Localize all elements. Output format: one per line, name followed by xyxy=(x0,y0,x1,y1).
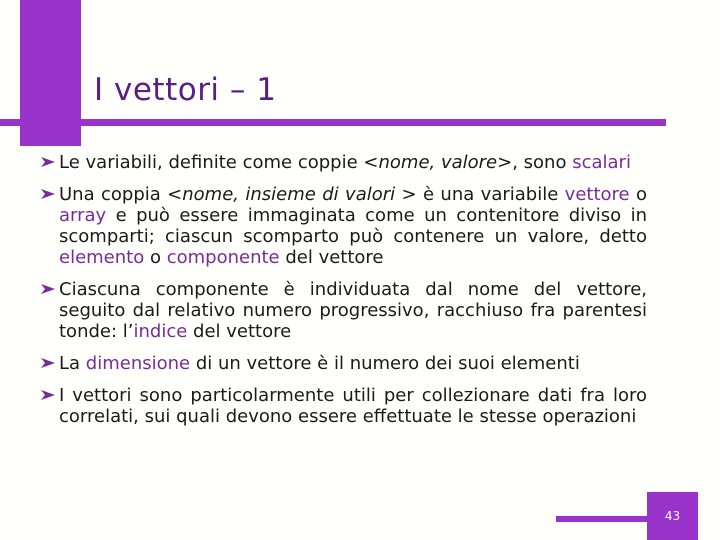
slide-title: I vettori – 1 xyxy=(94,72,277,108)
bullet-list xyxy=(40,152,647,438)
bullet-text: I vettori sono particolarmente utili per collezionare dati fra loro correlati, sui quali devono essere effettuate le stesse operazioni xyxy=(59,385,647,427)
arrow-bullet-icon xyxy=(40,154,56,170)
bullet-text: e può essere immaginata come un contenitore diviso in scomparti; ciascun scomparto può contenere un valore, detto xyxy=(59,205,647,247)
bullet-text: di un vettore è il numero dei suoi elementi xyxy=(190,353,580,374)
bullet-item xyxy=(40,353,647,374)
arrow-bullet-icon xyxy=(40,281,56,297)
bullet-text: > è una variabile xyxy=(395,184,565,205)
bullet-text: Ciascuna componente è individuata dal nome del vettore, seguito dal relativo numero progressivo, racchiuso fra parentesi tonde: l’ xyxy=(59,279,647,342)
highlighted-term: vettore xyxy=(564,184,630,205)
highlighted-term: elemento xyxy=(59,247,145,268)
bullet-text: o xyxy=(629,184,648,205)
footer-accent-line xyxy=(556,516,647,522)
bullet-text: del vettore xyxy=(187,321,292,342)
highlighted-term: scalari xyxy=(572,152,631,173)
italic-text: nome, valore xyxy=(378,152,498,173)
highlighted-term: dimensione xyxy=(85,353,191,374)
arrow-bullet-icon xyxy=(40,186,56,202)
highlighted-term: array xyxy=(59,205,107,226)
highlighted-term: indice xyxy=(133,321,188,342)
bullet-item xyxy=(40,152,647,173)
highlighted-term: componente xyxy=(166,247,280,268)
page-number: 43 xyxy=(647,492,698,540)
arrow-bullet-icon xyxy=(40,355,56,371)
bullet-item xyxy=(40,184,647,268)
bullet-text: La xyxy=(59,353,86,374)
italic-text: nome, insieme di valori xyxy=(182,184,396,205)
bullet-item xyxy=(40,385,647,427)
title-underline-bar xyxy=(0,119,666,126)
bullet-text: Una coppia < xyxy=(59,184,183,205)
bullet-text: >, sono xyxy=(497,152,573,173)
bullet-text: del vettore xyxy=(279,247,384,268)
bullet-text: o xyxy=(144,247,167,268)
bullet-text: Le variabili, definite come coppie < xyxy=(59,152,379,173)
bullet-item xyxy=(40,279,647,342)
arrow-bullet-icon xyxy=(40,387,56,403)
